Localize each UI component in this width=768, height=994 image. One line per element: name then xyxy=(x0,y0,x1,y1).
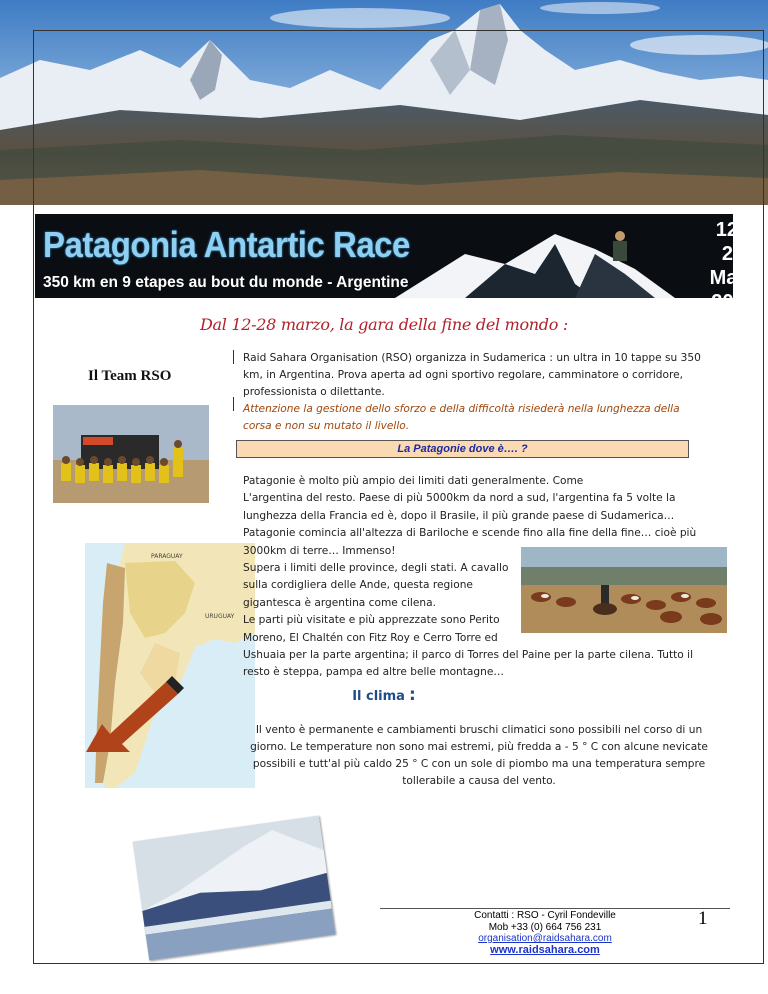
patagonia-line: gigantesca è argentina come cilena. xyxy=(243,596,436,609)
patagonia-line: 3000km di terre… Immenso! xyxy=(243,544,396,557)
map-label-paraguay: PARAGUAY xyxy=(151,553,183,560)
patagonia-line: Patagonie comincia all'altezza di Bariloche e scende fino alla fine della fine… cioè più xyxy=(243,527,697,540)
race-banner xyxy=(35,214,757,313)
arrow-icon xyxy=(80,670,190,760)
page-number: 1 xyxy=(698,908,708,929)
team-photo xyxy=(53,405,209,503)
banner-title: Patagonia Antartic Race xyxy=(43,224,410,265)
section-title: La Patagonie dove è…. ? xyxy=(236,440,689,458)
intro-text: Raid Sahara Organisation (RSO) organizza in Sudamerica : un ultra in 10 tappe su 350 km, in Argentina. Prova aperta ad ogni sportivo regolare, camminatore o corridore, professionista o dilettante. xyxy=(243,352,701,398)
patagonia-line: Le parti più visitate e più apprezzate sono Perito xyxy=(243,614,500,627)
banner-year: 2011 xyxy=(711,291,755,313)
patagonia-line: Ushuaia per la parte argentina; il parco di Torres del Paine per la parte cilena. Tutto il xyxy=(243,649,694,662)
patagonia-line: Supera i limiti delle province, degli stati. A cavallo xyxy=(243,562,509,575)
patagonia-line: L'argentina del resto. Paese di più 5000km da nord a sud, l'argentina fa 5 volte la xyxy=(243,492,676,505)
team-label: Il Team RSO xyxy=(88,368,172,384)
climate-colon: : xyxy=(408,685,416,705)
intro-paragraph xyxy=(243,350,703,435)
text-bar xyxy=(233,350,234,364)
contact-phone: Mob +33 (0) 664 756 231 xyxy=(488,921,602,933)
climate-paragraph: Il vento è permanente e cambiamenti bruschi climatici sono possibili nel corso di un giorno. Le temperature non sono mai estremi, più fredda a - 5 ° C con alcune nevicate possibili e tutt'al più caldo 25 ° C con un sole di piombo ma una temperatura sempre tollerabile a causa del vento. xyxy=(250,724,708,787)
intro-note: Attenzione la gestione dello sforzo e della difficoltà risiederà nella lunghezza della corsa e non su mutato il livello. xyxy=(243,403,680,432)
page-headline: Dal 12-28 marzo, la gara della fine del mondo : xyxy=(200,315,568,334)
patagonia-line: lunghezza della Francia ed è, dopo il Brasile, il più grande paese di Sudamerica… xyxy=(243,509,675,522)
cattle-photo xyxy=(521,547,727,633)
footer-divider xyxy=(380,908,730,909)
patagonia-line: Patagonie è molto più ampio dei limiti dati generalmente. Come xyxy=(243,475,584,487)
patagonia-line: sulla cordigliera delle Ande, questa regione xyxy=(243,579,473,592)
map-label-uruguay: URUGUAY xyxy=(205,613,235,620)
banner-date-range: 12 - 28 xyxy=(715,219,751,265)
climate-heading xyxy=(0,685,768,705)
contact-block xyxy=(440,910,650,956)
patagonia-line: resto è steppa, pampa ed altre belle montagne… xyxy=(243,666,504,679)
contact-email-link[interactable]: organisation@raidsahara.com xyxy=(478,933,612,944)
banner-subtitle: 350 km en 9 etapes au bout du monde - Argentine xyxy=(43,274,409,291)
text-bar xyxy=(233,397,234,411)
banner-month: Mars xyxy=(709,267,757,289)
website-link[interactable]: www.raidsahara.com xyxy=(490,943,600,956)
patagonia-line: Moreno, El Chaltén con Fitz Roy e Cerro Torre ed xyxy=(243,631,498,644)
banner-dates xyxy=(707,218,759,314)
climate-title: Il clima xyxy=(352,689,405,704)
contact-line: Contatti : RSO - Cyril Fondeville xyxy=(474,910,616,921)
